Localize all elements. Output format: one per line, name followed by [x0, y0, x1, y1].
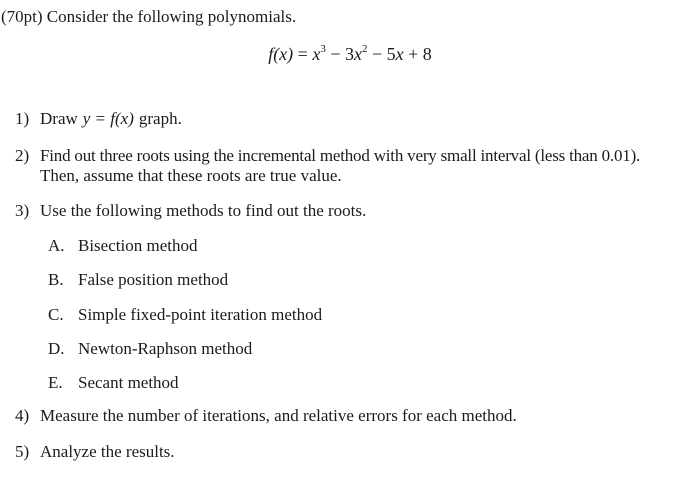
item-3-text: Use the following methods to find out the roots. [40, 201, 367, 220]
item-4-number: 4) [15, 406, 30, 425]
method-a-label: Bisection method [78, 236, 198, 255]
formula-x2: x [353, 44, 362, 64]
method-c-label: Simple fixed-point iteration method [78, 305, 323, 324]
formula-equals: = [293, 44, 313, 64]
method-e-letter: E. [48, 373, 63, 392]
polynomial-formula [0, 42, 700, 66]
item-5-text: Analyze the results. [40, 442, 175, 461]
item-1-number: 1) [15, 109, 30, 128]
formula-x1: x [312, 44, 321, 64]
item-1-math: y = f(x) [82, 109, 134, 128]
formula-exponent-3: 3 [320, 43, 326, 55]
formula-exponent-2: 2 [361, 43, 368, 55]
method-b-letter: B. [48, 270, 64, 289]
item-4-text: Measure the number of iterations, and relative errors for each method. [40, 406, 517, 425]
method-d-letter: D. [48, 339, 65, 358]
item-3-number: 3) [15, 201, 30, 220]
formula-x3: x [395, 44, 404, 64]
method-b-label: False position method [78, 270, 229, 289]
item-1-post: graph. [138, 109, 182, 128]
item-1-text [40, 109, 182, 129]
item-5-number: 5) [15, 442, 30, 461]
item-2-text-line-1: Find out three roots using the incremental method with very small interval (less than 0.01). [40, 146, 641, 165]
item-2-number: 2) [15, 146, 30, 165]
formula-op3: + 8 [403, 44, 432, 64]
formula-op1: − 3 [325, 44, 354, 64]
method-c-letter: C. [48, 305, 64, 324]
item-1-pre: Draw [40, 109, 78, 128]
formula-fx: f(x) [268, 44, 294, 64]
formula-op2: − 5 [367, 44, 396, 64]
intro-line: (70pt) Consider the following polynomials. [1, 7, 297, 26]
method-d-label: Newton-Raphson method [78, 339, 253, 358]
method-e-label: Secant method [78, 373, 179, 392]
item-2-text-line-2: Then, assume that these roots are true value. [40, 166, 342, 185]
method-a-letter: A. [48, 236, 65, 255]
